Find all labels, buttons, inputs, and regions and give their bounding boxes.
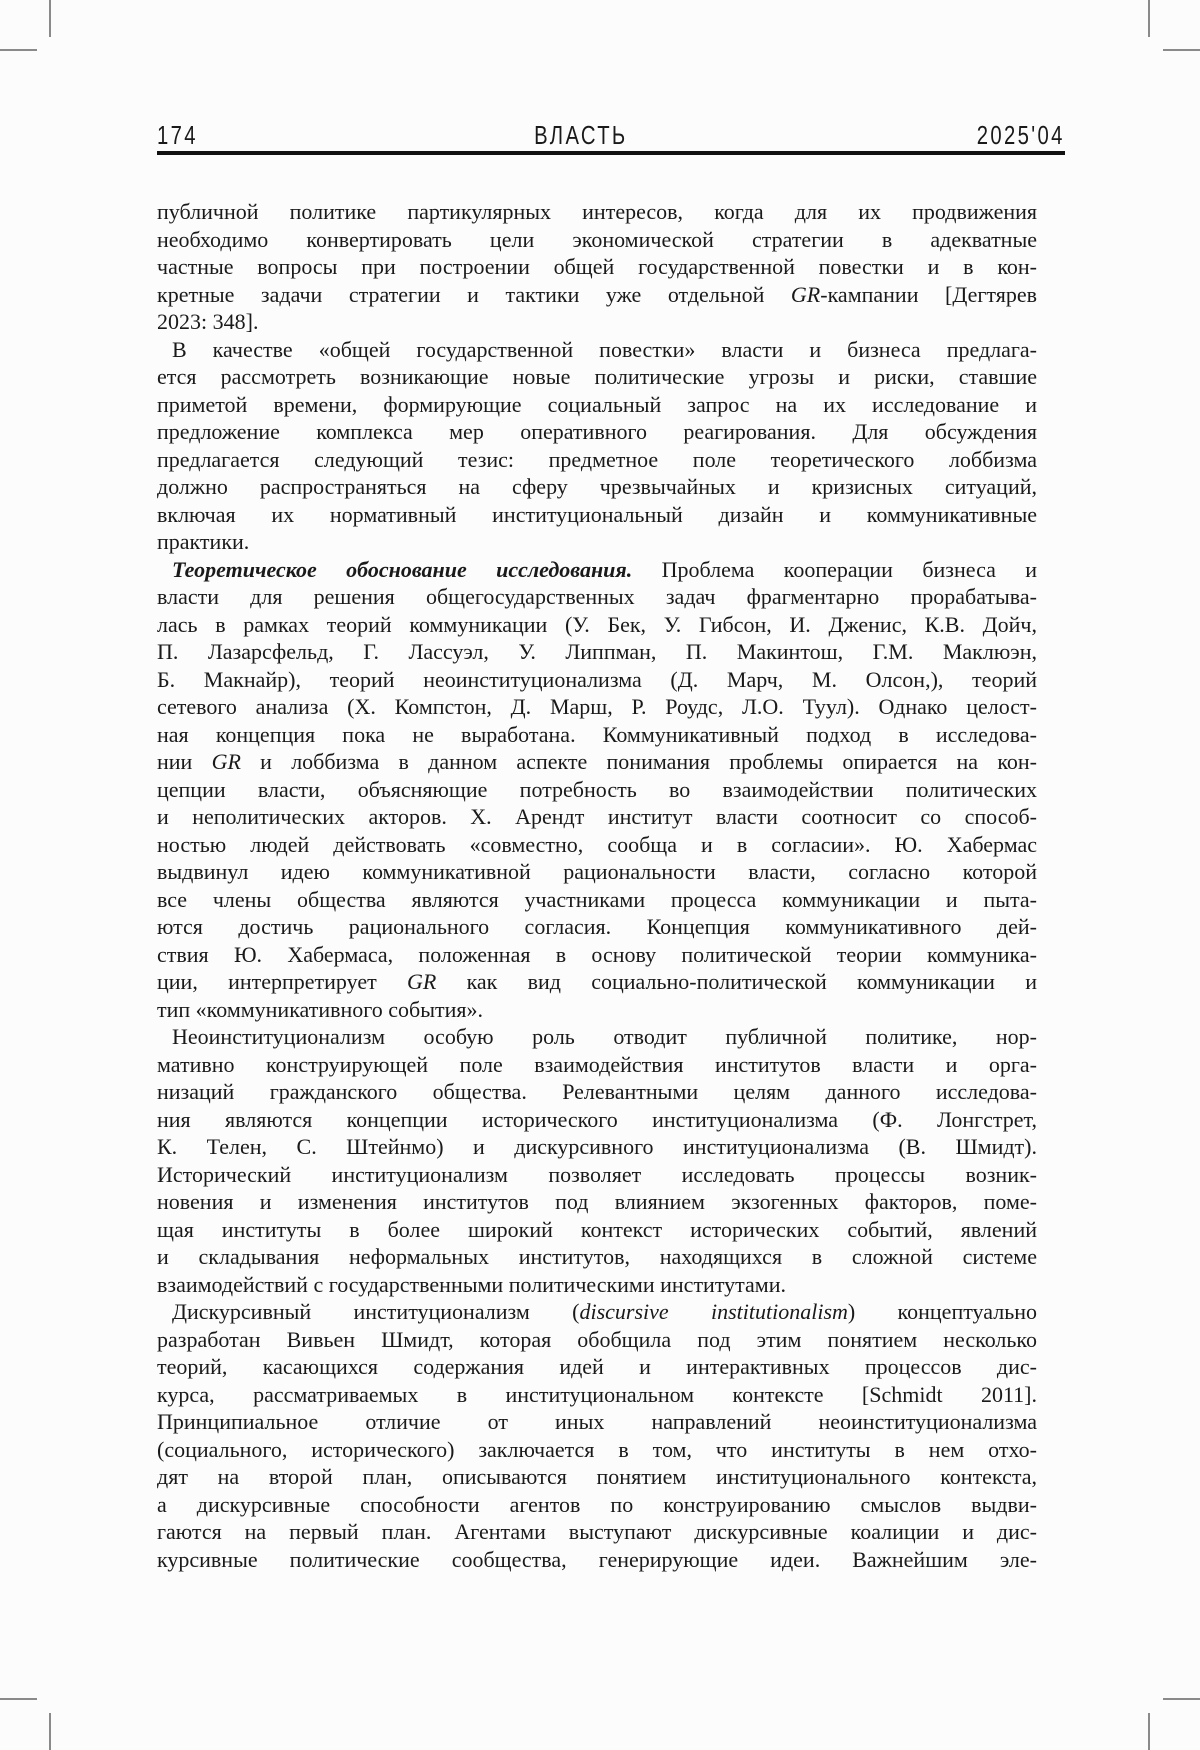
body-text: ) концептуально: [847, 1299, 1037, 1324]
body-text: ствия Ю. Хабермаса, положенная в основу политической теории коммуника-: [157, 941, 1037, 967]
text-line: [157, 941, 1037, 969]
body-text: дят на второй план, описываются понятием институционального контекста,: [157, 1464, 1037, 1489]
body-text: В качестве «общей государственной повестки» власти и бизнеса предлага-: [172, 336, 1037, 362]
body-text: кретные задачи стратегии и тактики уже отдельной: [157, 281, 791, 307]
body-text: и неполитических акторов. Х. Арендт институт власти соотносит со способ-: [157, 804, 1037, 829]
text-line: [157, 1436, 1037, 1464]
text-line: [157, 1243, 1037, 1271]
text-line: [157, 996, 1037, 1024]
body-text: как вид социально-политической коммуникации и: [436, 969, 1037, 994]
text-line: [157, 1381, 1037, 1409]
crop-mark-bottom-right-horizontal: [1163, 1698, 1200, 1700]
body-text: низаций гражданского общества. Релевантными целям данного исследова-: [157, 1079, 1037, 1104]
text-line: [157, 556, 1037, 584]
body-text: -кампании [Дегтярев: [820, 281, 1037, 307]
body-text: частные вопросы при построении общей государственной повестки и в кон-: [157, 254, 1037, 279]
body-text: разработан Вивьен Шмидт, которая обобщила под этим понятием несколько: [157, 1326, 1037, 1352]
body-text: щая институты в более широкий контекст исторических событий, явлений: [157, 1216, 1037, 1242]
body-text: ная концепция пока не выработана. Коммуникативный подход в исследова-: [157, 721, 1037, 747]
crop-mark-top-right-horizontal: [1163, 49, 1200, 51]
text-line: [157, 1271, 1037, 1299]
text-line: [157, 391, 1037, 419]
body-text: Б. Макнайр), теорий неоинституционализма (Д. Марч, М. Олсон,), теорий: [157, 666, 1037, 692]
text-line: [157, 473, 1037, 501]
body-text: Принципиальное отличие от иных направлений неоинституционализма: [157, 1409, 1037, 1434]
body-text: курса, рассматриваемых в институциональном контексте [Schmidt 2011].: [157, 1381, 1037, 1407]
text-line: [157, 1463, 1037, 1491]
text-line: [157, 1078, 1037, 1106]
text-line: [157, 968, 1037, 996]
body-text: ется рассмотреть возникающие новые политические угрозы и риски, ставшие: [157, 364, 1037, 389]
header-rule: [157, 151, 1065, 155]
body-text: приметой времени, формирующие социальный запрос на их исследование и: [157, 391, 1037, 417]
text-line: [157, 1161, 1037, 1189]
body-text: власти для решения общегосударственных задач фрагментарно прорабатыва-: [157, 584, 1037, 609]
text-line: [157, 528, 1037, 556]
body-text: включая их нормативный институциональный дизайн и коммуникативные: [157, 501, 1037, 527]
body-text: цепции власти, объясняющие потребность во взаимодействии политических: [157, 776, 1037, 802]
italic-text: discursive institutionalism: [579, 1299, 848, 1324]
body-text: мативно конструирующей поле взаимодействия институтов власти и орга-: [157, 1051, 1037, 1077]
text-line: [157, 501, 1037, 529]
body-text: и лоббизма в данном аспекте понимания проблемы опирается на кон-: [240, 749, 1037, 774]
crop-mark-bottom-right-vertical: [1148, 1713, 1150, 1750]
body-text: теорий, касающихся содержания идей и интерактивных процессов дис-: [157, 1354, 1037, 1379]
body-text: Исторический институционализм позволяет исследовать процессы возник-: [157, 1161, 1037, 1187]
text-line: [157, 1326, 1037, 1354]
body-text: ностью людей действовать «совместно, сообща и в согласии». Ю. Хабермас: [157, 831, 1037, 857]
text-line: [157, 1106, 1037, 1134]
body-text: Неоинституционализм особую роль отводит публичной политике, нор-: [172, 1024, 1037, 1049]
text-line: [157, 803, 1037, 831]
body-text: ции, интерпретирует: [157, 969, 407, 994]
text-line: [157, 831, 1037, 859]
body-text: необходимо конвертировать цели экономической стратегии в адекватные: [157, 226, 1037, 252]
body-text: Проблема кооперации бизнеса и: [632, 556, 1037, 582]
text-line: [157, 1023, 1037, 1051]
body-text: публичной политике партикулярных интересов, когда для их продвижения: [157, 199, 1037, 224]
body-text: выдвинул идею коммуникативной рациональности власти, согласно которой: [157, 859, 1037, 884]
text-line: [157, 1546, 1037, 1574]
italic-text: GR: [406, 969, 437, 994]
crop-mark-bottom-left-horizontal: [0, 1698, 37, 1700]
text-line: [157, 226, 1037, 254]
text-line: [157, 1491, 1037, 1519]
body-text: ются достичь рационального согласия. Концепция коммуникативного дей-: [157, 914, 1037, 939]
body-text: П. Лазарсфельд, Г. Лассуэл, У. Липпман, П. Макинтош, Г.М. Маклюэн,: [157, 639, 1037, 664]
body-text: К. Телен, С. Штейнмо) и дискурсивного институционализма (В. Шмидт).: [157, 1134, 1037, 1159]
text-line: [157, 693, 1037, 721]
body-text: нии: [157, 749, 212, 774]
body-text: должно распространяться на сферу чрезвычайных и кризисных ситуаций,: [157, 474, 1037, 499]
running-head: [157, 122, 1065, 150]
text-line: [157, 363, 1037, 391]
text-line: [157, 1298, 1037, 1326]
article-text-column: [157, 198, 1037, 1573]
text-line: [157, 253, 1037, 281]
text-line: [157, 418, 1037, 446]
body-text: лась в рамках теорий коммуникации (У. Бек, У. Гибсон, И. Дженис, К.В. Дойч,: [157, 611, 1037, 637]
body-text: курсивные политические сообщества, генерирующие идеи. Важнейшим эле-: [157, 1546, 1037, 1572]
body-text: предлагается следующий тезис: предметное поле теоретического лоббизма: [157, 446, 1037, 472]
body-text: 2023: 348].: [157, 309, 259, 334]
italic-text: GR: [790, 281, 821, 307]
text-line: [157, 638, 1037, 666]
body-text: ния являются концепции исторического институционализма (Ф. Лонгстрет,: [157, 1106, 1037, 1132]
crop-mark-top-right-vertical: [1148, 0, 1150, 37]
italic-text: GR: [211, 749, 241, 774]
text-line: [157, 748, 1037, 776]
body-text: а дискурсивные способности агентов по конструированию смыслов выдви-: [157, 1491, 1037, 1517]
text-line: [157, 1051, 1037, 1079]
text-line: [157, 886, 1037, 914]
body-text: и складывания неформальных институтов, находящихся в сложной системе: [157, 1244, 1037, 1269]
body-text: Дискурсивный институционализм (: [172, 1299, 580, 1324]
body-text: тип «коммуникативного события».: [157, 996, 484, 1022]
text-line: [157, 776, 1037, 804]
issue-number: 2025'04: [977, 120, 1065, 150]
body-text: практики.: [157, 529, 250, 554]
body-text: новения и изменения институтов под влиянием экзогенных факторов, поме-: [157, 1189, 1037, 1214]
text-line: [157, 198, 1037, 226]
text-line: [157, 336, 1037, 364]
body-text: взаимодействий с государственными политическими институтами.: [157, 1271, 786, 1297]
text-line: [157, 1133, 1037, 1161]
body-text: гаются на первый план. Агентами выступают дискурсивные коалиции и дис-: [157, 1519, 1037, 1544]
bold-italic-heading: Теоретическое обоснование исследования.: [172, 556, 633, 582]
text-line: [157, 1408, 1037, 1436]
text-line: [157, 281, 1037, 309]
crop-mark-top-left-vertical: [49, 0, 51, 37]
crop-mark-top-left-horizontal: [0, 49, 37, 51]
body-text: (социального, исторического) заключается в том, что институты в нем отхо-: [157, 1436, 1037, 1462]
text-line: [157, 446, 1037, 474]
body-text: все члены общества являются участниками процесса коммуникации и пыта-: [157, 886, 1037, 912]
text-line: [157, 721, 1037, 749]
text-line: [157, 858, 1037, 886]
text-line: [157, 308, 1037, 336]
text-line: [157, 666, 1037, 694]
text-line: [157, 1216, 1037, 1244]
body-text: предложение комплекса мер оперативного реагирования. Для обсуждения: [157, 419, 1037, 444]
text-line: [157, 583, 1037, 611]
body-text: сетевого анализа (Х. Компстон, Д. Марш, Р. Роудс, Л.О. Туул). Однако целост-: [157, 694, 1037, 719]
page-number: 174: [157, 120, 198, 150]
crop-mark-bottom-left-vertical: [49, 1713, 51, 1750]
text-line: [157, 611, 1037, 639]
text-line: [157, 913, 1037, 941]
text-line: [157, 1353, 1037, 1381]
text-line: [157, 1188, 1037, 1216]
journal-title: ВЛАСТЬ: [534, 120, 628, 150]
text-line: [157, 1518, 1037, 1546]
